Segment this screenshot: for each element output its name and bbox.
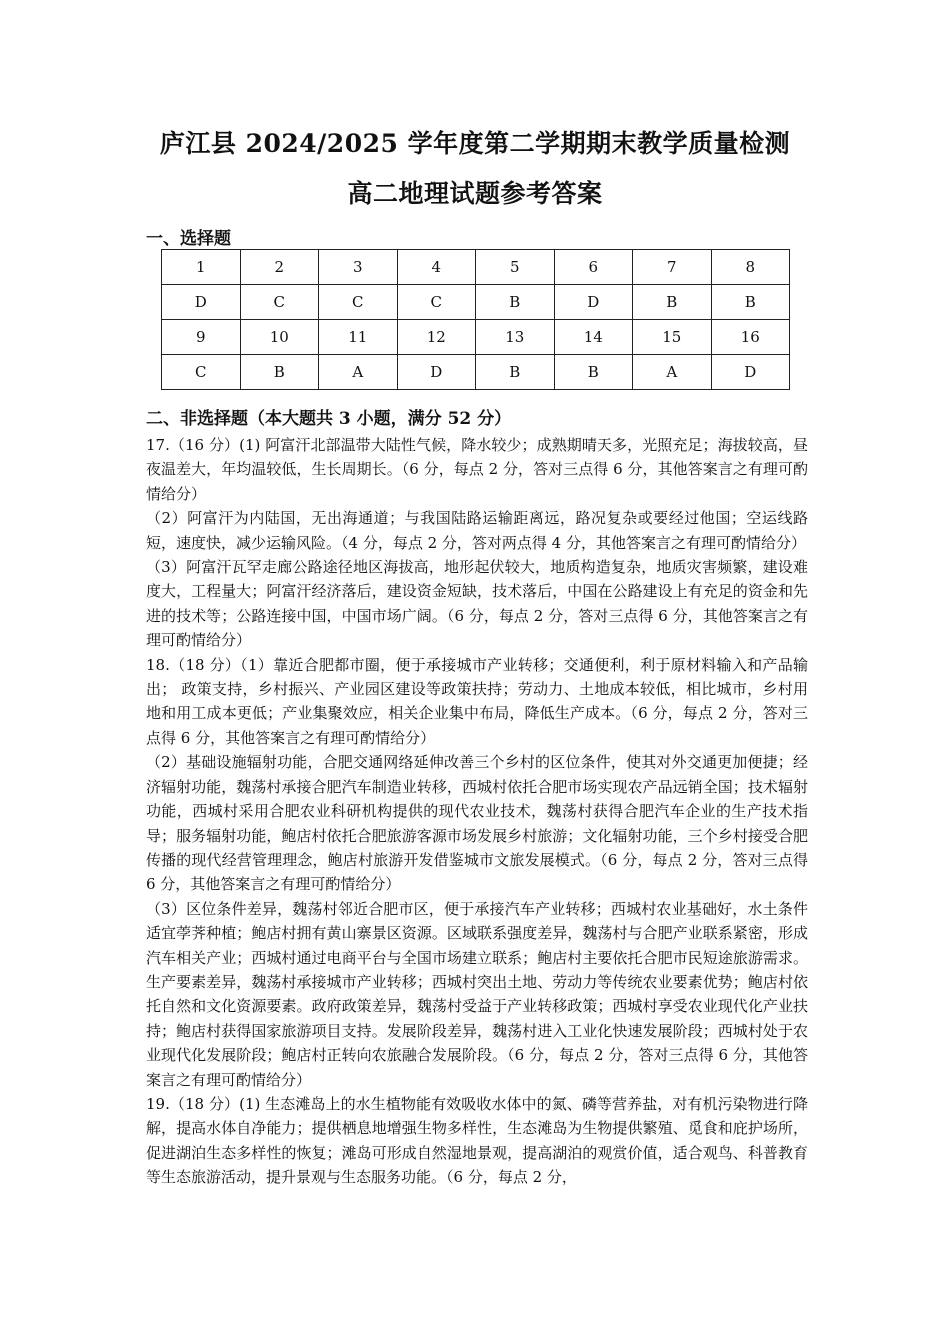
- question-number-cell: 12: [397, 320, 476, 355]
- question-number-cell: 9: [162, 320, 241, 355]
- answer-table: [161, 249, 790, 390]
- document-title: 庐江县 2024/2025 学年度第二学期期末教学质量检测: [159, 129, 791, 158]
- question-number-cell: 2: [240, 250, 319, 285]
- question-number-cell: 1: [162, 250, 241, 285]
- answer-cell: B: [554, 355, 633, 390]
- document-subtitle: 高二地理试题参考答案: [347, 179, 603, 208]
- answer-cell: B: [476, 285, 555, 320]
- answer-paragraph: 19.（18 分）(1) 生态滩岛上的水生植物能有效吸收水体中的氮、磷等营养盐，对有机污染物进行降解，提高水体自净能力；提供栖息地增强生物多样性，生态滩岛为生物提供繁殖、觅食和庇护场所，促进湖泊生态多样性的恢复；滩岛可形成自然湿地景观，提高湖泊的观赏价值，适合观鸟、科普教育等生态旅游活动，提升景观与生态服务功能。（6 分，每点 2 分，: [146, 1094, 808, 1187]
- answer-cell: D: [162, 285, 241, 320]
- question-number-row: [162, 250, 790, 285]
- answer-cell: C: [240, 285, 319, 320]
- question-number-cell: 14: [554, 320, 633, 355]
- answer-cell: B: [633, 285, 712, 320]
- question-number-cell: 13: [476, 320, 555, 355]
- answer-cell: D: [397, 355, 476, 390]
- question-number-cell: 4: [397, 250, 476, 285]
- answer-cell: B: [711, 285, 790, 320]
- question-number-cell: 16: [711, 320, 790, 355]
- question-number-cell: 5: [476, 250, 555, 285]
- answer-paragraph: 17.（16 分）(1) 阿富汗北部温带大陆性气候，降水较少；成熟期晴天多，光照充足；海拔较高，昼夜温差大，年均温较低，生长周期长。（6 分，每点 2 分，答对三点得 6 分，其他答案言之有理可酌情给分）: [146, 436, 808, 503]
- answer-cell: A: [633, 355, 712, 390]
- answer-cell: B: [240, 355, 319, 390]
- answer-cell: C: [397, 285, 476, 320]
- question-number-cell: 10: [240, 320, 319, 355]
- question-number-cell: 11: [319, 320, 398, 355]
- answer-row: [162, 285, 790, 320]
- answer-paragraph: 18.（18 分）（1）靠近合肥都市圈，便于承接城市产业转移；交通便利，利于原材料输入和产品输出； 政策支持，乡村振兴、产业园区建设等政策扶持；劳动力、土地成本较低，相比城市，乡村用地和用工成本更低；产业集聚效应，相关企业集中布局，降低生产成本。（6 分，每点 2 分，答对三点得 6 分，其他答案言之有理可酌情给分）: [146, 655, 808, 747]
- answer-cell: D: [554, 285, 633, 320]
- answer-cell: C: [162, 355, 241, 390]
- answer-row: [162, 355, 790, 390]
- answer-cell: D: [711, 355, 790, 390]
- answer-body: [146, 433, 808, 1190]
- answer-cell: A: [319, 355, 398, 390]
- answer-paragraph: （3）区位条件差异，魏荡村邻近合肥市区，便于承接汽车产业转移；西城村农业基础好，水土条件适宜荸荠种植；鲍店村拥有黄山寨景区资源。区域联系强度差异，魏荡村与合肥产业联系紧密，形成汽车相关产业；西城村通过电商平台与全国市场建立联系；鲍店村主要依托合肥市民短途旅游需求。生产要素差异，魏荡村承接城市产业转移；西城村突出土地、劳动力等传统农业要素优势；鲍店村依托自然和文化资源要素。政府政策差异，魏荡村受益于产业转移政策；西城村享受农业现代化产业扶持；鲍店村获得国家旅游项目支持。发展阶段差异，魏荡村进入工业化快速发展阶段；西城村处于农业现代化发展阶段；鲍店村正转向农旅融合发展阶段。（6 分，每点 2 分，答对三点得 6 分，其他答案言之有理可酌情给分）: [146, 899, 808, 1089]
- question-number-cell: 8: [711, 250, 790, 285]
- question-number-cell: 15: [633, 320, 712, 355]
- section-heading-nonchoice: 二、非选择题（本大题共 3 小题，满分 52 分）: [146, 409, 512, 429]
- answer-cell: B: [476, 355, 555, 390]
- question-number-cell: 3: [319, 250, 398, 285]
- question-number-row: [162, 320, 790, 355]
- answer-paragraph: （3）阿富汗瓦罕走廊公路途径地区海拔高，地形起伏较大，地质构造复杂，地质灾害频繁，建设难度大，工程量大；阿富汗经济落后，建设资金短缺，技术落后，中国在公路建设上有充足的资金和先进的技术等；公路连接中国，中国市场广阔。（6 分，每点 2 分，答对三点得 6 分，其他答案言之有理可酌情给分）: [146, 558, 808, 650]
- answer-cell: C: [319, 285, 398, 320]
- question-number-cell: 6: [554, 250, 633, 285]
- answer-paragraph: （2）基础设施辐射功能，合肥交通网络延伸改善三个乡村的区位条件，使其对外交通更加便捷；经济辐射功能，魏荡村承接合肥汽车制造业转移，西城村依托合肥市场实现农产品远销全国；技术辐射功能，西城村采用合肥农业科研机构提供的现代农业技术，魏荡村获得合肥汽车企业的生产技术指导；服务辐射功能，鲍店村依托合肥旅游客源市场发展乡村旅游；文化辐射功能，三个乡村接受合肥传播的现代经营管理理念，鲍店村旅游开发借鉴城市文旅发展模式。（6 分，每点 2 分，答对三点得 6 分，其他答案言之有理可酌情给分）: [146, 753, 808, 894]
- answer-paragraph: （2）阿富汗为内陆国，无出海通道；与我国陆路运输距离远，路况复杂或要经过他国；空运线路短，速度快，减少运输风险。（4 分，每点 2 分，答对两点得 4 分，其他答案言之有理可酌情给分）: [146, 509, 808, 552]
- question-number-cell: 7: [633, 250, 712, 285]
- section-heading-choice: 一、选择题: [146, 229, 231, 249]
